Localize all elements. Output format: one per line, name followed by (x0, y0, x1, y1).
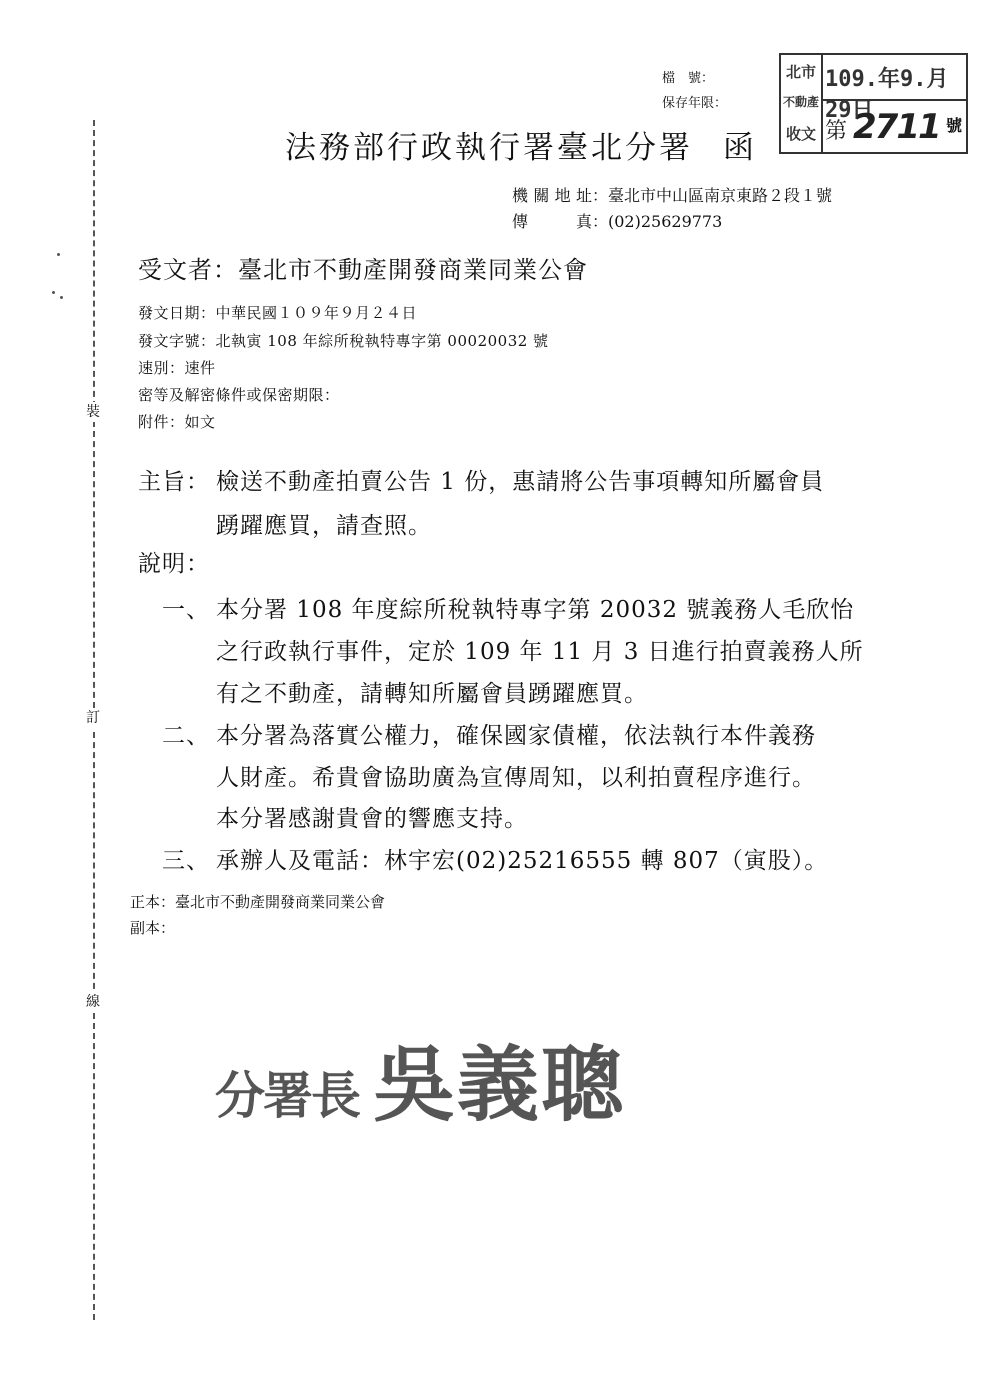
signatory-title: 分署長 (215, 1067, 359, 1125)
stamp-divider-vertical (821, 55, 823, 152)
subject-line: 踴躍應買，請查照。 (216, 513, 432, 539)
subject-line: 檢送不動產拍賣公告 1 份，惠請將公告事項轉知所屬會員 (216, 469, 825, 495)
stamp-number-value: 2711 (853, 107, 940, 147)
signature-block (215, 1020, 625, 1137)
binding-mark-xian: 線 (79, 992, 107, 1012)
stamp-number-prefix: 第 (825, 119, 848, 144)
security-level: 密等及解密條件或保密期限： (138, 386, 340, 404)
explanation-item-line: 有之不動產，請轉知所屬會員踴躍應買。 (216, 681, 648, 707)
explanation-item-line: 本分署為落實公權力，確保國家債權，依法執行本件義務 (216, 723, 816, 749)
original-recipient: 正本：臺北市不動產開發商業同業公會 (130, 893, 386, 911)
document-type: 函 (723, 130, 757, 166)
receipt-stamp (779, 53, 968, 154)
binding-mark-ding: 訂 (79, 708, 107, 728)
agency-address (512, 183, 832, 206)
stamp-number (825, 107, 940, 147)
stamp-date: 109.年9.月29日 (825, 67, 949, 123)
carbon-copy: 副本： (130, 919, 176, 937)
stamp-org-line2: 不動產 (782, 95, 819, 109)
file-number-label: 檔 號： (662, 71, 715, 86)
issue-date: 發文日期：中華民國１０９年９月２４日 (138, 304, 418, 322)
signatory-name: 吳義聰 (373, 1038, 626, 1133)
document-number: 發文字號：北執寅 108 年綜所稅執特專字第 00020032 號 (138, 332, 549, 350)
binding-mark-zhuang: 裝 (79, 402, 107, 422)
delivery-speed: 速別：速件 (138, 359, 216, 377)
explanation-label: 說明： (138, 551, 210, 577)
document-title (285, 122, 757, 167)
attachment: 附件：如文 (138, 413, 216, 431)
explanation-item-line: 本分署 108 年度綜所稅執特專字第 20032 號義務人毛欣怡 (216, 597, 855, 623)
retention-period-label: 保存年限： (662, 96, 728, 111)
scan-speck (52, 291, 55, 294)
scan-speck (57, 253, 60, 256)
explanation-item-marker: 三、 (162, 848, 210, 874)
explanation-item-marker: 二、 (162, 723, 210, 749)
address-label: 機關地址 (512, 186, 592, 205)
explanation-item-line: 人財產。希貴會協助廣為宣傳周知，以利拍賣程序進行。 (216, 765, 816, 791)
agency-name: 法務部行政執行署臺北分署 (285, 130, 693, 166)
subject-label: 主旨： (138, 469, 210, 495)
recipient: 受文者：臺北市不動產開發商業同業公會 (138, 256, 588, 284)
stamp-org-line3: 收文 (785, 125, 816, 143)
fax-label: 傳 真 (512, 212, 592, 231)
scan-speck (60, 296, 63, 299)
explanation-item-line: 之行政執行事件，定於 109 年 11 月 3 日進行拍賣義務人所 (216, 639, 864, 665)
stamp-number-suffix: 號 (945, 116, 962, 135)
explanation-item-marker: 一、 (162, 597, 210, 623)
address-value: ：臺北市中山區南京東路２段１號 (592, 186, 833, 205)
agency-fax (512, 209, 722, 232)
explanation-item-line: 本分署感謝貴會的響應支持。 (216, 806, 528, 832)
stamp-org-line1: 北市 (785, 63, 816, 81)
explanation-item-line: 承辦人及電話：林宇宏(02)25216555 轉 807（寅股）。 (216, 848, 829, 874)
fax-value: ：(02)25629773 (592, 212, 723, 231)
